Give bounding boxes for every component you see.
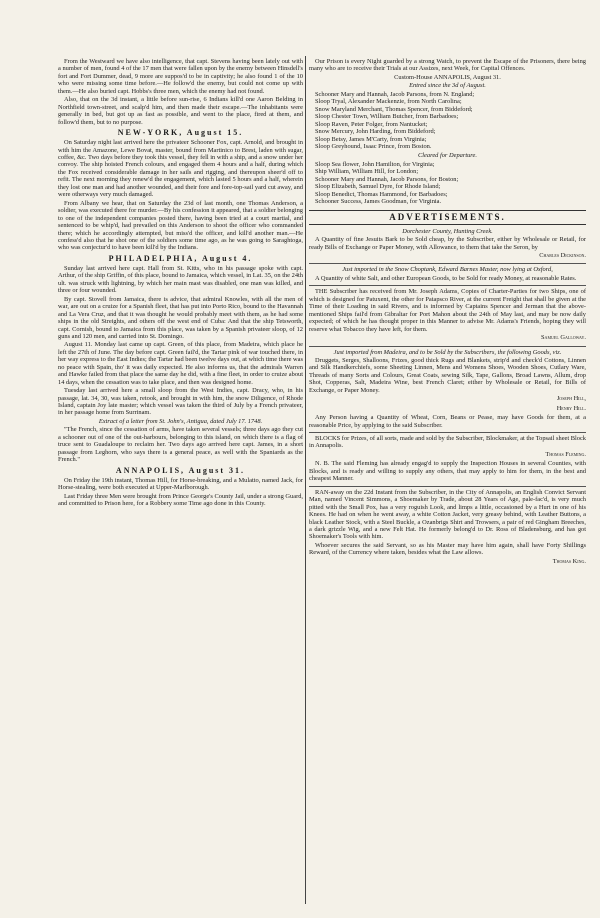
left-column xyxy=(58,58,303,904)
blocks-ad-text: BLOCKS for Prizes, of all sorts, made and sold by the Subscriber, Blockmaker, at the Topsail sheet Block in Annapolis. xyxy=(309,435,586,450)
charter-parties-ad-signer: Samuel Galloway. xyxy=(541,334,586,342)
jesuits-bark-ad-heading: Dorchester County, Hunting Creek. xyxy=(402,227,493,235)
advertisements-heading: ADVERTISEMENTS. xyxy=(309,210,586,225)
capt-hall-news: Sunday last arrived here capt. Hall from St. Kitts, who in his passage spoke with capt. Arthur, of the ship Griffin, of this place, bound to Jamaica, which vessel, in Lat. 35, on the 24th ult. was struck with lightning, by which her main mast was disabled, one man was killed, and three or four wounded. xyxy=(58,264,303,295)
madeira-goods-ad-signer-2: Henry Hill. xyxy=(556,404,586,412)
runaway-servant-ad xyxy=(309,489,586,566)
charter-parties-ad-text: THE Subscriber has received from Mr. Joseph Adams, Copies of Charter-Parties for two Ships, one of which is designed for Patuxent, the other for Patapsco River, at the current Freight that shall be given at the Time of their Loading in said Rivers, and is informed by Captains Spencer and Jerman that the above-mentioned Ships fail'd from Gibraltar for Port Mahon about the 24th of May last, and may be now daily expected; of which he has thought proper in this Manner to advise Mr. Adams's Friends, hoping they will reserve what Tobacco they have left, for them. xyxy=(309,288,586,333)
entered-ship-entry: Snow Maryland Merchant, Thomas Spencer, from Biddeford; xyxy=(315,105,473,113)
antigua-letter-heading: Extract of a letter from St. John's, Antigua, dated July 17. 1748. xyxy=(98,417,263,425)
madeira-goods-ad-note: Any Person having a Quantity of Wheat, Corn, Beans or Pease, may have Goods for them, at a reasonable Price, by applying to the said Subscriber. xyxy=(309,414,586,429)
entered-ship-entry: Snow Mercury, John Harding, from Biddeford; xyxy=(315,128,436,136)
white-salt-ad-text: A Quantity of white Salt, and other European Goods, to be Sold for ready Money, at reasonable Rates. xyxy=(315,274,577,282)
capt-stovell-news: By capt. Stovell from Jamaica, there is advice, that admiral Knowles, with all the men of war, are out on a cruize for a Spanish fleet, that has put into Porto Rico, bound to the Havannah and La Vera Cruz, and that it was thought he would probably meet with them, as he had some ships in the old Streights, and others off the west end of Cuba: And that the ship Tetsworth, capt. Cornish, bound to Jamaica from this place, was taken by a Spanish privateer sloop, of 12 guns and 120 men, and carried into St. Domingo. xyxy=(58,295,303,340)
executions-news: On Friday the 19th instant, Thomas Hill, for Horse-breaking, and a Mulatto, named Jack, for Horse-stealing, were both executed at Upper-Marlborough. xyxy=(58,476,303,492)
antigua-letter: "The French, since the cessation of arms, have taken several vessels; three days ago they cut a schooner out of one of the out-harbours, belonging to this island, on which there is a flag of truce sent to Guadaloupe to reclaim her. Two days ago arrived here capt. James, in a short passage from Leghorn, who says there is a general peace, as well with the Spaniards as the French." xyxy=(58,426,303,464)
entered-ship-list xyxy=(315,91,586,151)
new-york-dateline: NEW-YORK, August 15. xyxy=(117,128,244,138)
right-column xyxy=(309,58,586,904)
privateer-fox-news: On Saturday night last arrived here the privateer Schooner Fox, capt. Arnold, and brought in with him the Amazone, Lewe Bovat, master, bound from Martinico to Brest, laden with sugar, coffee, &c. Two days before they took this vessel, they fell in with a ship, and a snow under her convoy. The ship hoisted French colours, and engaged them 4 hours and a half, during which the Fox received considerable damage in her sails and rigging, and thereupon sheer'd off to refit. The next morning they renew'd the engagement, which lasted 5 hours and a half, wherein they lost one man and had another wounded, and their fore and fore-top-sail yard cut away, and were otherways very much damaged. xyxy=(58,139,303,199)
cleared-ship-list xyxy=(315,161,586,206)
charter-parties-ad xyxy=(309,288,586,346)
entered-heading: Entred since the 3d of August. xyxy=(409,82,486,90)
blocks-ad-signer: Thomas Fleming. xyxy=(545,450,586,458)
albany-news: From Albany we hear, that on Saturday the 23d of last month, one Thomas Anderson, a soldier, was executed there for murder.—By his confession it appeared, that a soldier belonging to one of the independent companies posted there, having been tried at a court martial, and sentenced to be whip'd, had prevailed on this Anderson to shoot the officer who commanded there; which he accordingly attempted, but miss'd the officer, and kill'd another man.—He confess'd also that he shot one of the soldiers some time ago, as he was going to Saraghtoga, who was conjectur'd to have been kill'd by the Indians. xyxy=(58,199,303,252)
capt-green-news: August 11. Monday last came up capt. Green, of this place, from Madeira, which place he left the 27th of June. The day before capt. Green fail'd, the Tartar pink of war touched there, in her way express to the East Indies; the Tartar had been twelve days out, at which time there was no peace with Spain, tho' it was daily expected. He also informs us, that the admirals Warren and Hawke failed from that place the same day he did, with a fine fleet, in order to cruize about 14 days, when the cessation was to take place, and then was designed home. xyxy=(58,341,303,386)
entered-ship-entry: Sloop Raven, Peter Folger, from Nantucket; xyxy=(315,120,428,128)
capt-dracy-news: Tuesday last arrived here a small sloop from the West Indies, capt. Dracy, who, in his passage, lat. 34, 30, was taken, retook, and brought in with him, the snow Diligence, of Rhode Island, captain Joy late master; which vessel was taken the third of July by a French privateer, in her passage home from Surrinam. xyxy=(58,387,303,417)
entered-ship-entry: Schooner Mary and Hannah, Jacob Parsons, from N. England; xyxy=(315,90,475,98)
prison-watch-news: Our Prison is every Night guarded by a strong Watch, to prevent the Escape of the Prisoners, there being many who are to receive their Trials at our Assizes, next Week, for Capital Offences. xyxy=(309,58,586,73)
cleared-ship-entry: Schooner Mary and Hannah, Jacob Parsons, for Boston; xyxy=(315,175,459,183)
cleared-ship-entry: Schooner Success, James Goodman, for Virginia. xyxy=(315,198,442,206)
column-divider xyxy=(305,56,306,904)
runaway-servant-ad-signer: Thomas King. xyxy=(552,557,586,565)
entered-ship-entry: Sloop Betsy, James M'Carty, from Virginia; xyxy=(315,135,427,143)
white-salt-ad xyxy=(309,266,586,286)
blocks-ad xyxy=(309,435,586,487)
jesuits-bark-ad-signer: Charles Dickinson. xyxy=(539,251,586,259)
runaway-servant-ad-reward: Whoever secures the said Servant, so as his Master may have him again, shall have Forty Shillings Reward, of the Currency where taken, besides what the Law allows. xyxy=(309,541,586,557)
westward-news: From the Westward we have also intelligence, that capt. Stevens having been lately out with a number of men, found 4 of the 17 men that were fallen upon by the enemy between Hinsdell's fort and Fort Dummer, dead, 9 more are suppos'd to be in captivity; he also found 1 of the 10 who were missing some time before.—He follow'd the enemy, but could not come up with them.—He also buried capt. Hobbs's three men, which the enemy had not found. xyxy=(58,58,303,95)
cleared-ship-entry: Sloop Sea flower, John Hamilton, for Virginia; xyxy=(315,160,435,168)
madeira-goods-ad-signer-1: Joseph Hill, xyxy=(556,395,586,403)
madeira-goods-ad xyxy=(309,349,586,434)
custom-house-heading: Custom-House ANNAPOLIS, August 31. xyxy=(394,73,501,81)
entered-ship-entry: Sloop Chester Town, William Butcher, from Barbadoes; xyxy=(315,113,459,121)
madeira-goods-ad-text: Druggets, Serges, Shalloons, Frizes, good thick Rugs and Blankets, strip'd and check'd Cottons, Linnen and Silk Handkerchiefs, some Sheeting Linnen, Mens and Womens Shoes, Wooden Shoes, Cutlary Ware, Threads of many Sorts and Colours, Great Coats, sewing Silk, Tape, Gallons, Broad Lawns, Allum, drop Shot, Copperas, Salt, Madeira Wine, best French Claret; either by Wholesale or Retail, for Bills of Exchange, or Paper Money. xyxy=(309,356,586,394)
cleared-ship-entry: Sloop Elizabeth, Samuel Dyre, for Rhode Island; xyxy=(315,183,441,191)
annapolis-dateline: ANNAPOLIS, August 31. xyxy=(115,465,246,475)
jesuits-bark-ad-text: A Quantity of fine Jesuits Bark to be Sold cheap, by the Subscriber, either by Wholesale or Retail, for ready Bills of Exchange or Paper Money, with Allowance, to them that take the Seron, by xyxy=(309,236,586,251)
northfield-news: Also, that on the 3d instant, a little before sun-rise, 6 Indians kill'd one Aaron Belding in Northfield town-street, and scalp'd him, and then made their escape.—The inhabitants were generally in bed, but got up as fast as possible, and went to the place, fired at them, and follow'd them, but to no purpose. xyxy=(58,96,303,126)
entered-ship-entry: Sloop Tryal, Alexander Mackenzie, from North Carolina; xyxy=(315,98,462,106)
blocks-ad-note: N. B. The said Fleming has already engag'd to supply the Inspection Houses in several Counties, with Blocks, and is ready and willing to supply any others, that may apply to him for them, in the best and cheapest Manner. xyxy=(309,460,586,483)
cleared-heading: Cleared for Departure. xyxy=(418,152,477,160)
cleared-ship-entry: Ship William, William Hill, for London; xyxy=(315,168,419,176)
madeira-goods-ad-heading: Just imported from Madeira, and to be Sold by the Subscribers, the following Goods, viz. xyxy=(333,348,562,356)
cleared-ship-entry: Sloop Benedict, Thomas Hammond, for Barbadoes; xyxy=(315,190,448,198)
entered-ship-entry: Sloop Greyhound, Isaac Prince, from Boston. xyxy=(315,142,432,150)
prisoners-news: Last Friday three Men were brought from Prince George's County Jail, under a strong Guard, and committed to Prison here, for a Robbery some Time ago done in this County. xyxy=(58,492,303,508)
jesuits-bark-ad xyxy=(309,228,586,265)
runaway-servant-ad-text: RAN-away on the 22d Instant from the Subscriber, in the City of Annapolis, an English Convict Servant Man, named Vincent Simmons, a Shoemaker by Trade, about 28 Years of Age, pale-fac'd, is very much pitted with the Small Pox, has a very roguish Look, and limps a little, occasioned by a Hurt in one of his Knees. He had on when he went away, a white Cotton Jacket, very greasy behind, with Leather Buttons, a black Leather Stock, with a Steel Buckle, a Ozanbrigs Shirt and Trowsers, a pair of red Gingham Breeches, a dark grizzle Wig, and a new Felt Hat. He formerly belong'd to Dr. Ross of Bladensburg, and has got Shoemaker's Tools with him. xyxy=(309,488,586,541)
philadelphia-dateline: PHILADELPHIA, August 4. xyxy=(108,253,253,263)
white-salt-ad-heading: Just imported in the Snow Choptank, Edward Barnes Master, now lying at Oxford, xyxy=(342,266,553,274)
